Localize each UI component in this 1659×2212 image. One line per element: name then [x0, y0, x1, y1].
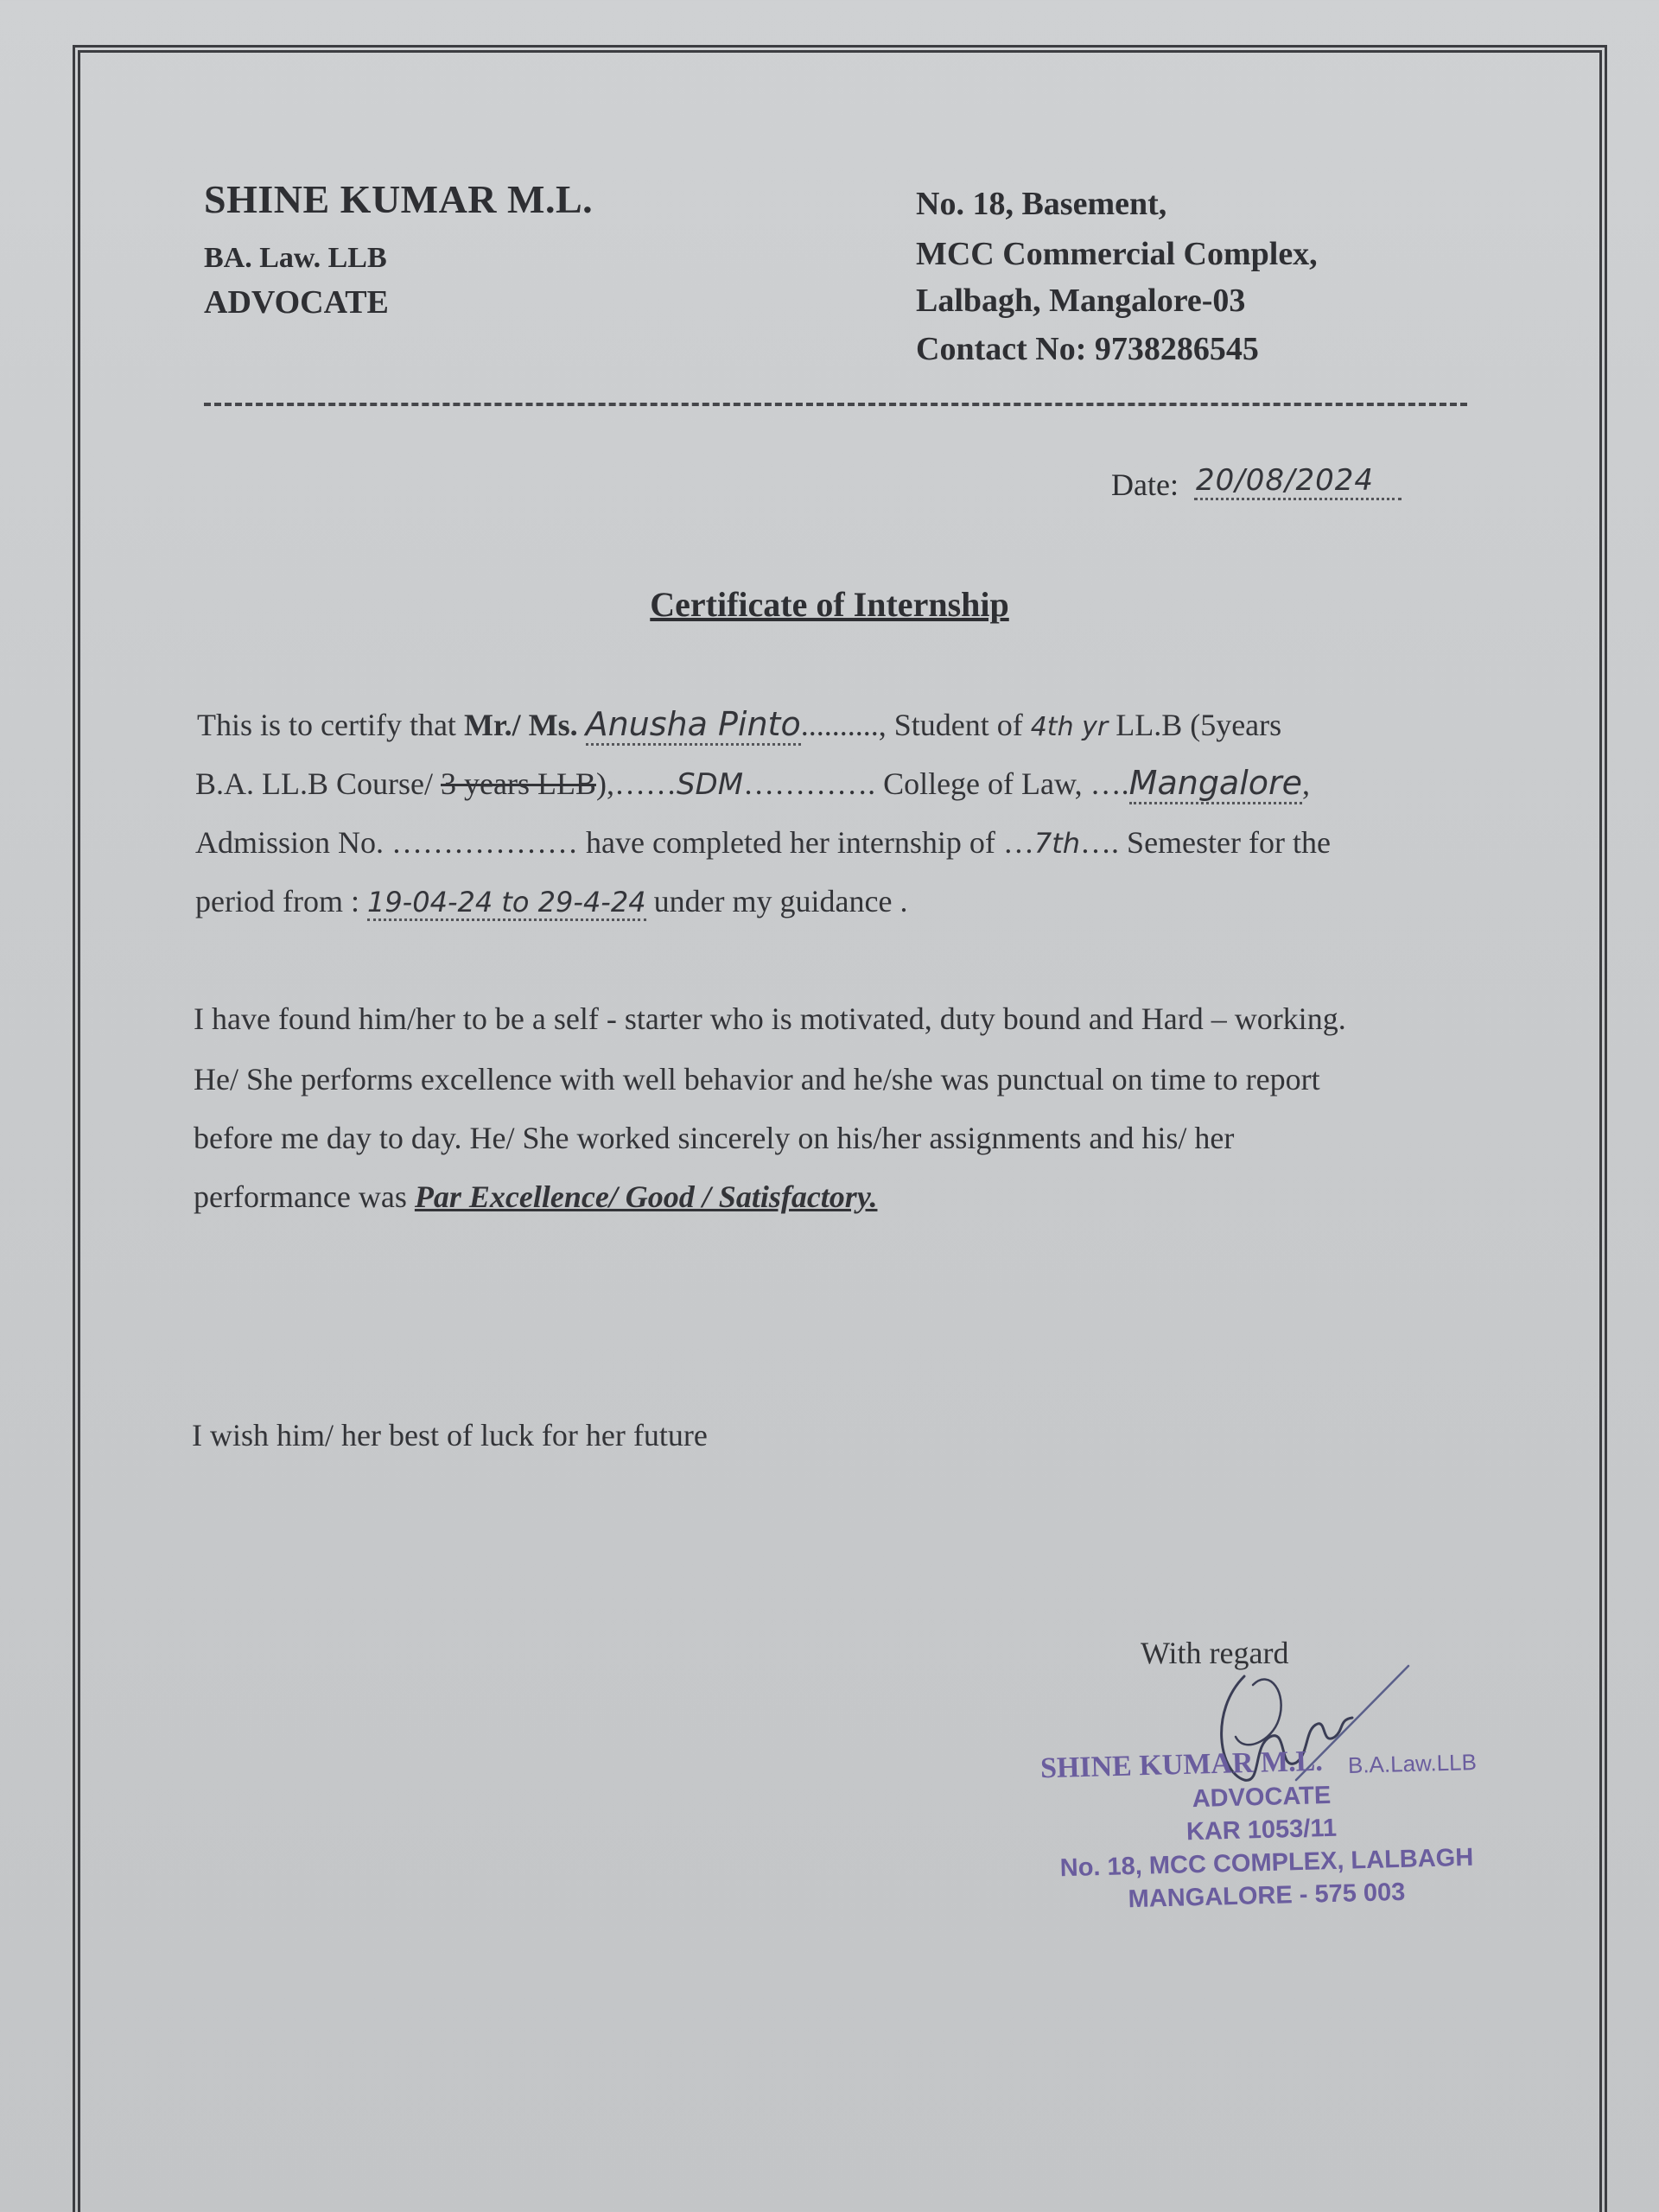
- date-label: Date:: [1111, 467, 1179, 502]
- internship-period: 19-04-24 to 29-4-24: [367, 886, 646, 921]
- performance-rating: Par Excellence/ Good / Satisfactory.: [414, 1179, 878, 1214]
- text-segment: LL.B (5years: [1108, 708, 1282, 742]
- regards-text: With regard: [1141, 1636, 1289, 1670]
- text-segment: Admission No. ……………… have completed her internship of …: [195, 825, 1034, 860]
- college-place: Mangalore: [1129, 764, 1302, 804]
- text-segment: period from :: [195, 884, 367, 918]
- assessment-line-4: [194, 1179, 877, 1215]
- stamp-name: SHINE KUMAR M.L.: [1039, 1745, 1324, 1785]
- advocate-designation: ADVOCATE: [204, 284, 389, 321]
- closing-wish: I wish him/ her best of luck for her future: [192, 1418, 708, 1452]
- address-line-2: MCC Commercial Complex,: [916, 236, 1318, 272]
- certificate-line-4: [195, 883, 907, 921]
- stamp-designation: ADVOCATE: [1192, 1781, 1332, 1814]
- student-name: Anusha Pinto: [586, 705, 801, 746]
- semester-number: 7th: [1033, 827, 1081, 860]
- text-segment: ),……: [595, 766, 677, 801]
- salutation: Mr./ Ms.: [463, 708, 578, 742]
- certificate-line-2: [195, 764, 1310, 804]
- text-segment: …………. College of Law, ….: [743, 766, 1129, 801]
- stamp-city: MANGALORE - 575 003: [1128, 1878, 1406, 1914]
- advocate-qualifications: BA. Law. LLB: [204, 242, 387, 274]
- certificate-line-1: [197, 705, 1281, 746]
- study-year: 4th yr: [1030, 712, 1109, 742]
- advocate-name: SHINE KUMAR M.L.: [204, 177, 594, 221]
- assessment-line-1: I have found him/her to be a self - starter who is motivated, duty bound and Hard – working.: [194, 1001, 1346, 1036]
- text-segment: B.A. LL.B Course/: [195, 766, 441, 801]
- date-dotted-line: [1194, 498, 1402, 500]
- text-segment: …. Semester for the: [1080, 825, 1331, 860]
- address-line-3: Lalbagh, Mangalore-03: [916, 283, 1246, 319]
- text-segment: This is to certify that: [197, 708, 464, 742]
- certificate-title: Certificate of Internship: [650, 585, 1009, 624]
- assessment-line-2: He/ She performs excellence with well behavior and he/she was punctual on time to report: [194, 1062, 1320, 1096]
- address-line-1: No. 18, Basement,: [916, 186, 1167, 222]
- assessment-line-3: before me day to day. He/ She worked sincerely on his/her assignments and his/ her: [194, 1121, 1235, 1155]
- text-segment: ,: [1302, 766, 1311, 801]
- text-segment: under my guidance .: [645, 884, 908, 918]
- college-name: SDM: [676, 767, 744, 802]
- date-value: 20/08/2024: [1196, 463, 1374, 498]
- stamp-enrolment: KAR 1053/11: [1185, 1814, 1338, 1847]
- stamp-address: No. 18, MCC COMPLEX, LALBAGH: [1059, 1843, 1474, 1883]
- text-segment: performance was: [194, 1179, 415, 1214]
- text-segment: .........., Student of: [800, 708, 1031, 742]
- contact-number: Contact No: 9738286545: [916, 331, 1259, 367]
- certificate-line-3: [195, 824, 1331, 861]
- stamp-qualifications: B.A.Law.LLB: [1347, 1749, 1478, 1778]
- letterhead-divider: [204, 403, 1467, 406]
- struck-course-option: 3 years LLB: [441, 766, 596, 801]
